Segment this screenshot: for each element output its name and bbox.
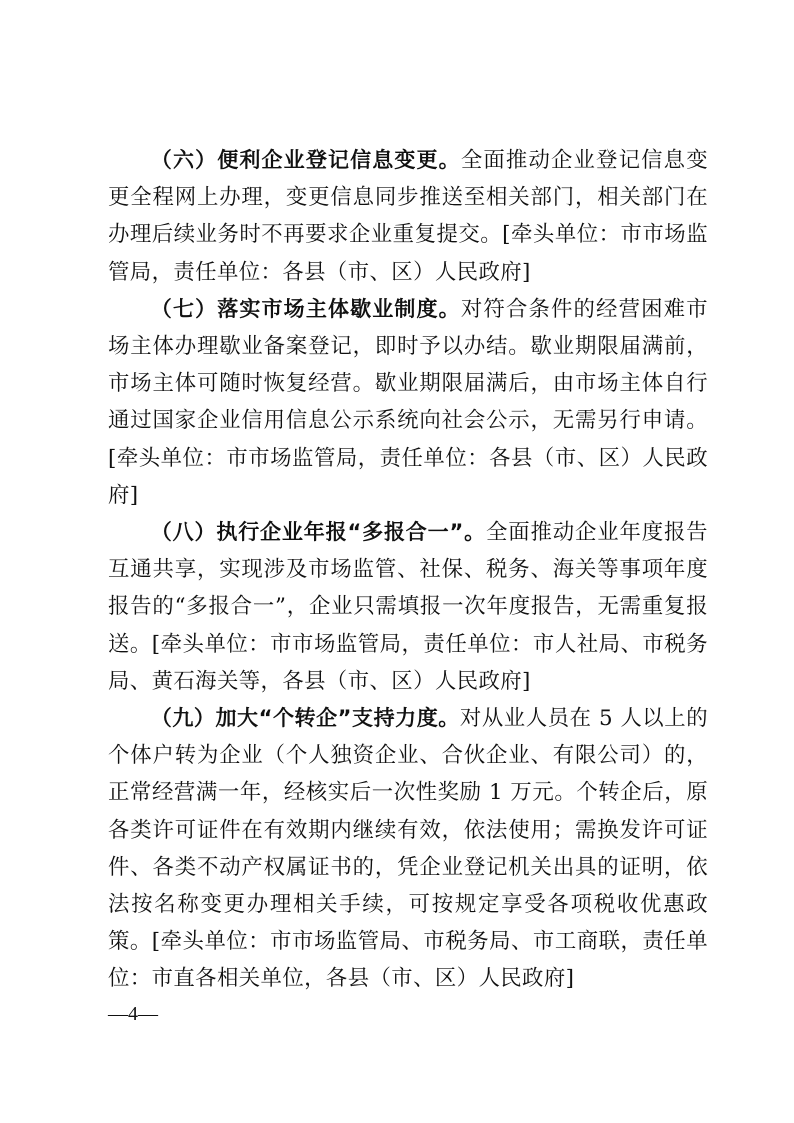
paragraph-9-heading: （九）加大“个转企”支持力度。 [150,706,460,731]
paragraph-6 [108,142,708,291]
paragraph-9-text: 对从业人员在 5 人以上的个体户转为企业（个人独资企业、合伙企业、有限公司）的，正常经营满一年，经核实后一次性奖励 1 万元。个转企后，原各类许可证件在有效期内继续有效，依法使用；需换发许可证件、各类不动产权属证书的，凭企业登记机关出具的证明，依法按名称变更办理相关手续，可按规定享受各项税收优惠政策。[牵头单位：市市场监管局、市税务局、市工商联，责任单位：市直各相关单位，各县（市、区）人民政府] [108,706,708,992]
page-number: —4— [108,1003,158,1025]
paragraph-8 [108,514,708,700]
document-body [108,142,708,998]
paragraph-7-text: 对符合条件的经营困难市场主体办理歇业备案登记，即时予以办结。歇业期限届满前，市场主体可随时恢复经营。歇业期限届满后，由市场主体自行通过国家企业信用信息公示系统向社会公示，无需另行申请。[牵头单位：市市场监管局，责任单位：各县（市、区）人民政府] [108,296,708,508]
paragraph-6-heading: （六）便利企业登记信息变更。 [150,148,461,172]
paragraph-6-text: 全面推动企业登记信息变更全程网上办理，变更信息同步推送至相关部门，相关部门在办理后续业务时不再要求企业重复提交。[牵头单位：市市场监管局，责任单位：各县（市、区）人民政府] [108,148,708,285]
paragraph-8-heading: （八）执行企业年报“多报合一”。 [150,520,487,545]
paragraph-7-heading: （七）落实市场主体歇业制度。 [150,296,461,321]
paragraph-9 [108,700,708,998]
paragraph-7 [108,291,708,514]
paragraph-8-text: 全面推动企业年度报告互通共享，实现涉及市场监管、社保、税务、海关等事项年度报告的“多报合一”，企业只需填报一次年度报告，无需重复报送。[牵头单位：市市场监管局，责任单位：市人社局、市税务局、黄石海关等，各县（市、区）人民政府] [108,520,708,694]
